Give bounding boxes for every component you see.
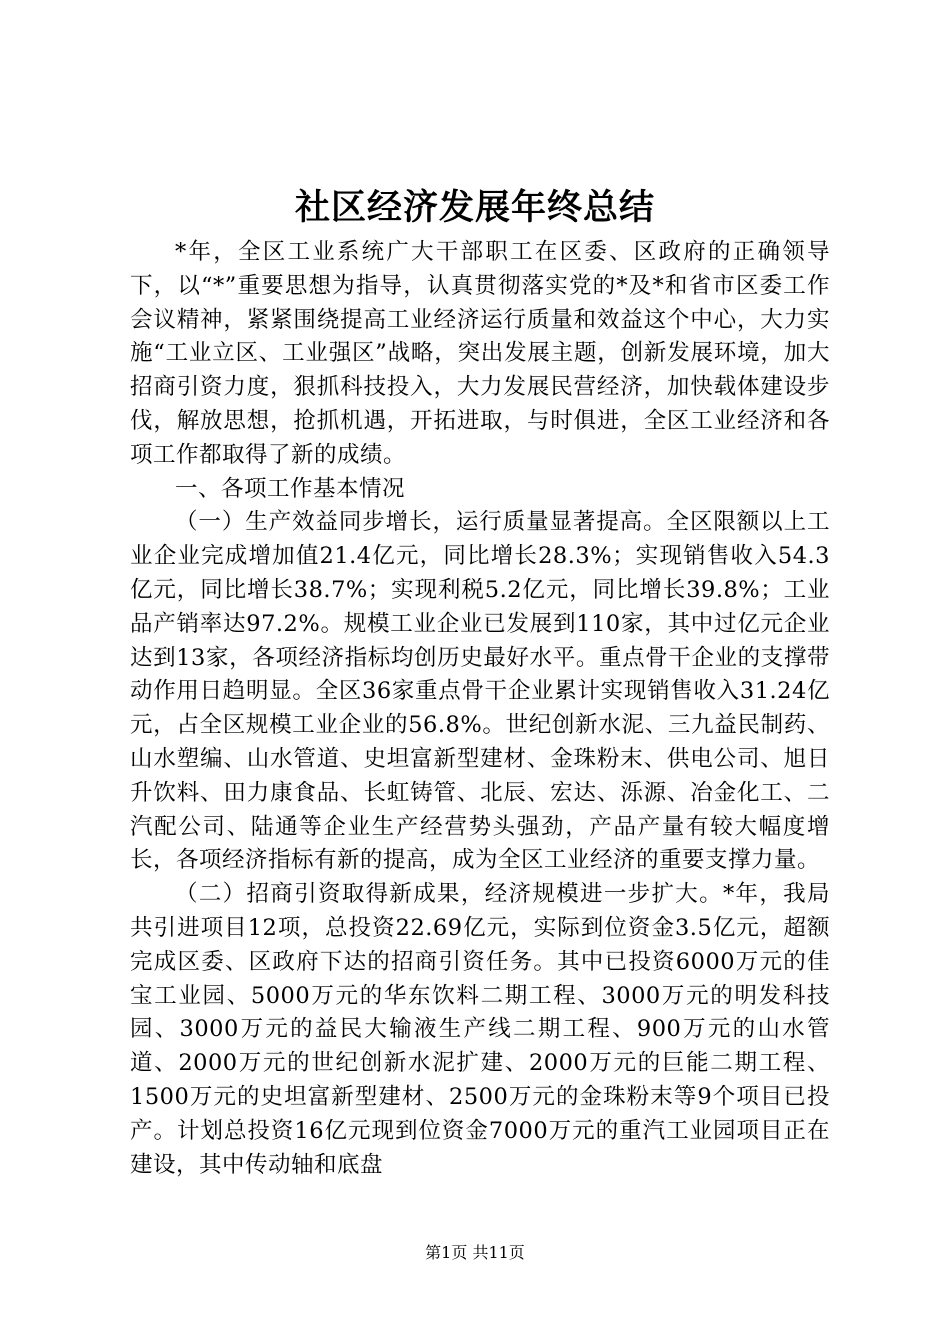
page-footer: 第1页 共11页 <box>425 1243 525 1262</box>
paragraph-intro: *年，全区工业系统广大干部职工在区委、区政府的正确领导下，以“*”重要思想为指导，认真贯彻落实党的*及*和省市区委工作会议精神，紧紧围绕提高工业经济运行质量和效益这个中心，大力实施“工业立区、工业强区”战略，突出发展主题，创新发展环境，加大招商引资力度，狠抓科技投入，大力发展民营经济，加快载体建设步伐，解放思想，抢抓机遇，开拓进取，与时俱进，全区工业经济和各项工作都取得了新的成绩。 <box>130 239 830 468</box>
document-body <box>130 236 830 1182</box>
section-heading: 一、各项工作基本情况 <box>175 475 406 502</box>
document-title: 社区经济发展年终总结 <box>294 187 655 228</box>
paragraph-production: （一）生产效益同步增长，运行质量显著提高。全区限额以上工业企业完成增加值21.4亿元，同比增长28.3%；实现销售收入54.3亿元，同比增长38.7%；实现利税5.2亿元，同比增长39.8%；工业品产销率达97.2%。规模工业企业已发展到110家，其中过亿元企业达到13家，各项经济指标均创历史最好水平。重点骨干企业的支撑带动作用日趋明显。全区36家重点骨干企业累计实现销售收入31.24亿元，占全区规模工业企业的56.8%。世纪创新水泥、三九益民制药、山水塑编、山水管道、史坦富新型建材、金珠粉末、供电公司、旭日升饮料、田力康食品、长虹铸管、北辰、宏达、泺源、冶金化工、二汽配公司、陆通等企业生产经营势头强劲，产品产量有较大幅度增长，各项经济指标有新的提高，成为全区工业经济的重要支撑力量。 <box>130 509 830 874</box>
paragraph-investment: （二）招商引资取得新成果，经济规模进一步扩大。*年，我局共引进项目12项，总投资22.69亿元，实际到位资金3.5亿元，超额完成区委、区政府下达的招商引资任务。其中已投资6000万元的佳宝工业园、5000万元的华东饮料二期工程、3000万元的明发科技园、3000万元的益民大输液生产线二期工程、900万元的山水管道、2000万元的世纪创新水泥扩建、2000万元的巨能二期工程、1500万元的史坦富新型建材、2500万元的金珠粉末等9个项目已投产。计划总投资16亿元现到位资金7000万元的重汽工业园项目正在建设，其中传动轴和底盘 <box>130 881 830 1178</box>
